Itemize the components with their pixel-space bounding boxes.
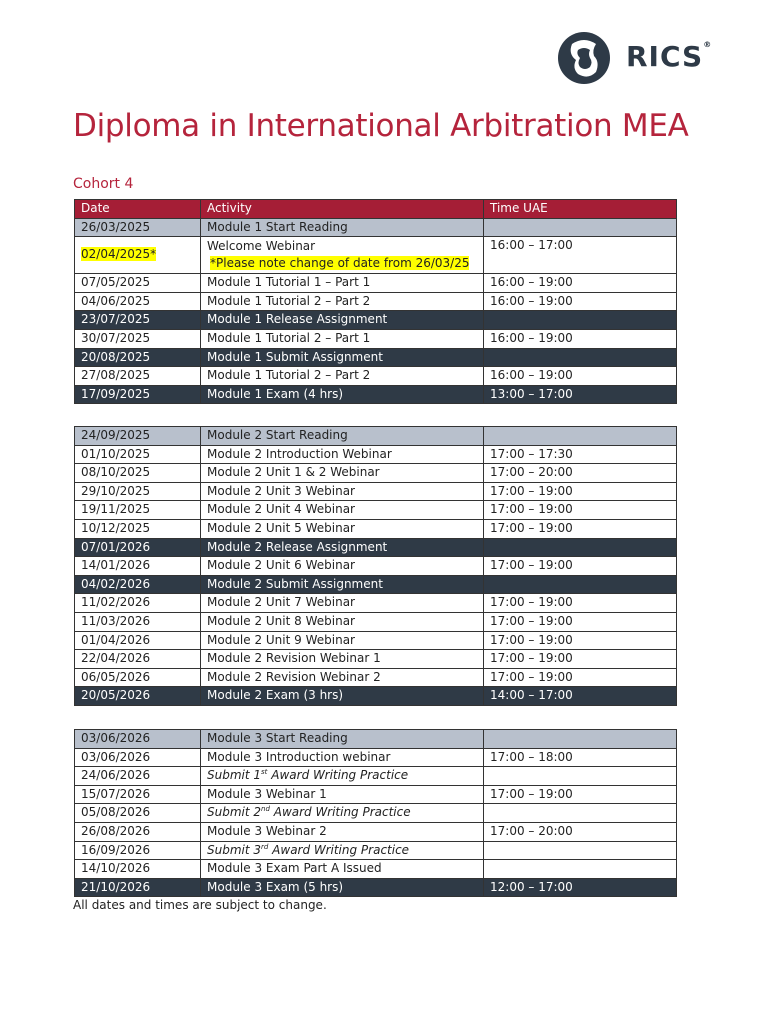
activity-cell: Module 3 Webinar 2	[201, 822, 484, 841]
time-cell: 17:00 – 20:00	[484, 822, 677, 841]
date-change-note: *Please note change of date from 26/03/25	[210, 256, 470, 271]
date-cell: 01/10/2025	[75, 445, 201, 464]
date-cell: 30/07/2025	[75, 329, 201, 348]
activity-cell: Module 1 Tutorial 2 – Part 1	[201, 329, 484, 348]
table-row	[75, 668, 677, 687]
column-header: Date	[75, 200, 201, 219]
activity-cell: Submit 2nd Award Writing Practice	[201, 804, 484, 823]
table-row	[75, 311, 677, 330]
time-cell: 17:00 – 19:00	[484, 650, 677, 669]
time-cell	[484, 218, 677, 237]
date-cell: 03/06/2026	[75, 730, 201, 749]
time-cell	[484, 804, 677, 823]
date-cell: 24/06/2026	[75, 767, 201, 786]
activity-cell: Module 1 Tutorial 1 – Part 1	[201, 274, 484, 293]
table-row	[75, 730, 677, 749]
activity-cell: Module 2 Unit 7 Webinar	[201, 594, 484, 613]
date-cell: 14/01/2026	[75, 557, 201, 576]
table-row	[75, 594, 677, 613]
table-row	[75, 367, 677, 386]
schedule-table-module-1	[74, 199, 677, 404]
table-row	[75, 501, 677, 520]
time-cell	[484, 730, 677, 749]
date-cell: 07/05/2025	[75, 274, 201, 293]
time-cell: 17:00 – 18:00	[484, 748, 677, 767]
table-row	[75, 348, 677, 367]
activity-cell: Module 3 Introduction webinar	[201, 748, 484, 767]
time-cell	[484, 860, 677, 879]
table-row	[75, 557, 677, 576]
table-row	[75, 292, 677, 311]
time-cell: 17:00 – 19:00	[484, 612, 677, 631]
table-row	[75, 329, 677, 348]
activity-cell: Module 2 Unit 8 Webinar	[201, 612, 484, 631]
cohort-label: Cohort 4	[73, 176, 134, 192]
footnote: All dates and times are subject to change.	[73, 898, 327, 912]
activity-cell	[201, 237, 484, 274]
activity-cell: Module 2 Release Assignment	[201, 538, 484, 557]
table-row	[75, 538, 677, 557]
date-cell: 05/08/2026	[75, 804, 201, 823]
date-cell: 11/03/2026	[75, 612, 201, 631]
schedule-table-module-2	[74, 426, 677, 706]
activity-text: Welcome Webinar	[207, 238, 316, 253]
date-cell: 04/06/2025	[75, 292, 201, 311]
time-cell: 17:00 – 19:00	[484, 785, 677, 804]
table-row	[75, 767, 677, 786]
table-row	[75, 274, 677, 293]
activity-cell: Module 1 Exam (4 hrs)	[201, 385, 484, 404]
activity-cell: Module 3 Exam (5 hrs)	[201, 878, 484, 897]
date-cell: 06/05/2026	[75, 668, 201, 687]
time-cell: 16:00 – 19:00	[484, 329, 677, 348]
date-cell: 22/04/2026	[75, 650, 201, 669]
page-title: Diploma in International Arbitration MEA	[73, 108, 689, 144]
activity-cell: Submit 3rd Award Writing Practice	[201, 841, 484, 860]
activity-cell: Module 1 Tutorial 2 – Part 2	[201, 292, 484, 311]
table-row	[75, 822, 677, 841]
time-cell: 17:00 – 19:00	[484, 668, 677, 687]
time-cell: 17:00 – 19:00	[484, 557, 677, 576]
table-row	[75, 612, 677, 631]
time-cell: 16:00 – 19:00	[484, 367, 677, 386]
time-cell	[484, 311, 677, 330]
highlighted-date: 02/04/2025*	[81, 247, 157, 262]
date-cell: 21/10/2026	[75, 878, 201, 897]
column-header: Activity	[201, 200, 484, 219]
activity-cell: Module 2 Revision Webinar 1	[201, 650, 484, 669]
time-cell	[484, 575, 677, 594]
table-row	[75, 841, 677, 860]
time-cell	[484, 841, 677, 860]
activity-cell: Module 3 Webinar 1	[201, 785, 484, 804]
date-cell: 08/10/2025	[75, 464, 201, 483]
date-cell: 16/09/2026	[75, 841, 201, 860]
activity-cell: Module 2 Unit 6 Webinar	[201, 557, 484, 576]
activity-cell: Module 2 Introduction Webinar	[201, 445, 484, 464]
column-header: Time UAE	[484, 200, 677, 219]
table-row	[75, 237, 677, 274]
logo-wordmark: RICS®	[626, 40, 713, 73]
activity-cell: Module 1 Submit Assignment	[201, 348, 484, 367]
date-cell: 17/09/2025	[75, 385, 201, 404]
activity-cell: Module 2 Unit 1 & 2 Webinar	[201, 464, 484, 483]
date-cell: 24/09/2025	[75, 427, 201, 446]
activity-cell: Submit 1st Award Writing Practice	[201, 767, 484, 786]
activity-cell: Module 2 Unit 5 Webinar	[201, 519, 484, 538]
time-cell: 17:00 – 20:00	[484, 464, 677, 483]
activity-cell: Module 2 Start Reading	[201, 427, 484, 446]
table-row	[75, 482, 677, 501]
table-row	[75, 575, 677, 594]
table-row	[75, 748, 677, 767]
table-row	[75, 445, 677, 464]
table-header-row	[75, 200, 677, 219]
time-cell	[484, 767, 677, 786]
time-cell	[484, 348, 677, 367]
time-cell	[484, 427, 677, 446]
time-cell: 13:00 – 17:00	[484, 385, 677, 404]
time-cell: 17:00 – 19:00	[484, 594, 677, 613]
date-cell: 27/08/2025	[75, 367, 201, 386]
table-row	[75, 687, 677, 706]
table-row	[75, 650, 677, 669]
date-cell: 20/08/2025	[75, 348, 201, 367]
date-cell: 07/01/2026	[75, 538, 201, 557]
date-cell: 26/03/2025	[75, 218, 201, 237]
date-cell: 20/05/2026	[75, 687, 201, 706]
table-row	[75, 804, 677, 823]
date-cell: 11/02/2026	[75, 594, 201, 613]
time-cell: 17:00 – 19:00	[484, 631, 677, 650]
activity-cell: Module 2 Exam (3 hrs)	[201, 687, 484, 706]
activity-cell: Module 1 Release Assignment	[201, 311, 484, 330]
time-cell: 17:00 – 17:30	[484, 445, 677, 464]
activity-cell: Module 3 Exam Part A Issued	[201, 860, 484, 879]
table-row	[75, 519, 677, 538]
date-cell: 03/06/2026	[75, 748, 201, 767]
time-cell: 17:00 – 19:00	[484, 482, 677, 501]
date-cell: 15/07/2026	[75, 785, 201, 804]
date-cell: 14/10/2026	[75, 860, 201, 879]
activity-cell: Module 1 Tutorial 2 – Part 2	[201, 367, 484, 386]
date-cell: 10/12/2025	[75, 519, 201, 538]
table-row	[75, 631, 677, 650]
activity-cell: Module 3 Start Reading	[201, 730, 484, 749]
activity-cell: Module 2 Submit Assignment	[201, 575, 484, 594]
activity-cell: Module 2 Unit 3 Webinar	[201, 482, 484, 501]
activity-cell: Module 2 Unit 9 Webinar	[201, 631, 484, 650]
date-cell	[75, 237, 201, 274]
table-row	[75, 878, 677, 897]
time-cell: 12:00 – 17:00	[484, 878, 677, 897]
date-cell: 19/11/2025	[75, 501, 201, 520]
time-cell	[484, 538, 677, 557]
date-cell: 04/02/2026	[75, 575, 201, 594]
table-row	[75, 785, 677, 804]
date-cell: 01/04/2026	[75, 631, 201, 650]
schedule-table-module-3	[74, 729, 677, 897]
time-cell: 17:00 – 19:00	[484, 519, 677, 538]
time-cell: 16:00 – 19:00	[484, 274, 677, 293]
date-cell: 23/07/2025	[75, 311, 201, 330]
time-cell: 16:00 – 19:00	[484, 292, 677, 311]
table-row	[75, 464, 677, 483]
activity-cell: Module 1 Start Reading	[201, 218, 484, 237]
table-row	[75, 427, 677, 446]
date-cell: 26/08/2026	[75, 822, 201, 841]
activity-cell: Module 2 Revision Webinar 2	[201, 668, 484, 687]
time-cell: 14:00 – 17:00	[484, 687, 677, 706]
time-cell: 17:00 – 19:00	[484, 501, 677, 520]
table-row	[75, 218, 677, 237]
table-row	[75, 385, 677, 404]
date-cell: 29/10/2025	[75, 482, 201, 501]
table-row	[75, 860, 677, 879]
activity-cell: Module 2 Unit 4 Webinar	[201, 501, 484, 520]
time-cell: 16:00 – 17:00	[484, 237, 677, 274]
